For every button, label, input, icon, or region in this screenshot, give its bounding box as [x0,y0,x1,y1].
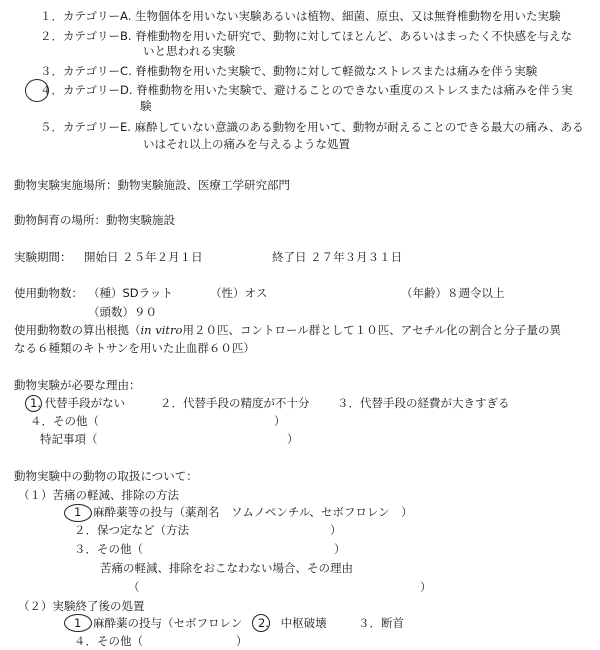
pain-opt-2-close: ） [330,523,342,537]
category-label: カテゴリーC. [63,64,132,78]
basis-label: 使用動物数の算出根拠 [14,323,129,337]
end-opt-1-num: 1 [74,616,82,630]
pain-opt-3-close: ） [334,542,346,556]
category-num: １． [40,9,63,23]
end-opt-4: ４．その他（ [74,634,143,648]
category-num: ３． [40,64,63,78]
handling-heading: 動物実験中の動物の取扱について： [14,469,198,483]
basis-line-1 [14,323,561,338]
pain-opt-1-num: 1 [74,505,82,519]
category-text: 脊椎動物を用いた実験で、避けることのできない重度のストレスまたは痛みを伴う実 [136,83,573,97]
breeding-row [14,213,175,228]
reason-opt-1 [30,396,125,411]
category-item-b [40,29,572,44]
pain-opt-1-text: 麻酔薬等の投与（薬剤名 ソムノペンチル、セボフロレン ） [92,505,413,519]
category-text: 脊椎動物を用いた実験で、動物に対して軽微なストレスまたは痛みを伴う実験 [135,64,538,78]
period-label: 実験期間： [14,250,72,264]
reason-other: ４．その他（ [30,414,99,428]
count-label: （頭数） [88,305,134,319]
location-value: 動物実験施設、医療工学研究部門 [117,178,290,192]
reason-opt-3: ３．代替手段の経費が大きすぎる [337,396,510,410]
category-num: ５． [40,120,63,134]
period-start-label: 開始日 [84,250,119,264]
age-label: （年齢） [401,286,447,300]
category-num: ２． [40,29,63,43]
reason-other-close: ） [274,414,286,428]
period-end [272,250,402,265]
sex-value: オス [244,286,268,300]
category-label: カテゴリーE. [63,120,131,134]
basis-line-2: なる６種類のキトサンを用いた止血群６０匹） [14,341,255,355]
period-start [84,250,203,265]
reason-special-close: ） [287,432,299,446]
species-value: SDラット [122,286,173,300]
category-label: カテゴリーA. [63,9,132,23]
category-text-continued: いと思われる実験 [143,44,235,58]
category-text: 脊椎動物を用いた研究で、動物に対してほとんど、あるいはまったく不快感を与えな [135,29,573,43]
sex-label: （性） [210,286,245,300]
pain-opt-1 [74,505,413,520]
breeding-value: 動物実験施設 [106,213,175,227]
category-num: ４． [40,83,63,97]
pain-heading: （１）苦痛の軽減、排除の方法 [18,488,179,502]
category-item-e [40,120,584,135]
pain-reason-open: （ [128,580,140,594]
category-label: カテゴリーB. [63,29,132,43]
pain-opt-2: ２．保つ定など（方法 [74,523,189,537]
end-opt-2 [258,616,327,631]
animals-age [401,286,505,301]
pain-opt-3: ３．その他（ [74,542,143,556]
end-opt-2-text: 中枢破壊 [280,616,327,630]
species-label: （種） [88,286,123,300]
period-start-value: ２５年２月１日 [122,250,203,264]
basis-text: 用２０匹、コントロール群として１０匹、アセチル化の割合と分子量の異 [182,323,562,337]
location-label: 動物実験実施場所： [14,178,118,192]
end-opt-3: ３．断首 [358,616,404,630]
basis-italic: in vitro [140,323,183,337]
end-opt-4-close: ） [236,634,248,648]
breeding-label: 動物飼育の場所： [14,213,106,227]
animals-species [88,286,173,301]
animals-count [88,305,157,320]
animals-label: 使用動物数： [14,286,83,300]
pain-reason-close: ） [420,580,432,594]
animals-sex [210,286,267,301]
category-text: 麻酔していない意識のある動物を用いて、動物が耐えることのできる最大の痛み、ある [134,120,584,134]
category-text: 生物個体を用いない実験あるいは植物、細菌、原虫、又は無脊椎動物を用いた実験 [135,9,561,23]
basis-open: （ [129,323,141,337]
period-end-value: ２７年３月３１日 [310,250,403,264]
category-text-continued: 験 [140,99,152,113]
reason-opt-1-num: 1. [30,396,41,410]
end-opt-1-text: 麻酔薬の投与（セボフロレン [92,616,243,630]
count-value: ９０ [134,305,157,319]
reason-special: 特記事項（ [40,432,98,446]
category-item-c [40,64,537,79]
category-label: カテゴリーD. [63,83,133,97]
reason-opt-2: ２．代替手段の精度が不十分 [160,396,310,410]
period-end-label: 終了日 [272,250,307,264]
category-text-continued: いはそれ以上の痛みを与えるような処置 [143,137,350,151]
location-row [14,178,290,193]
category-item-a [40,9,561,24]
pain-reason: 苦痛の軽減、排除をおこなわない場合、その理由 [100,561,353,575]
category-item-d [40,83,573,98]
reason-heading: 動物実験が必要な理由： [14,378,141,392]
end-opt-1 [74,616,242,631]
end-heading: （２）実験終了後の処置 [18,599,145,613]
age-value: ８週令以上 [447,286,505,300]
end-opt-2-num: 2. [258,616,269,630]
reason-opt-1-text: 代替手段がない [44,396,126,410]
